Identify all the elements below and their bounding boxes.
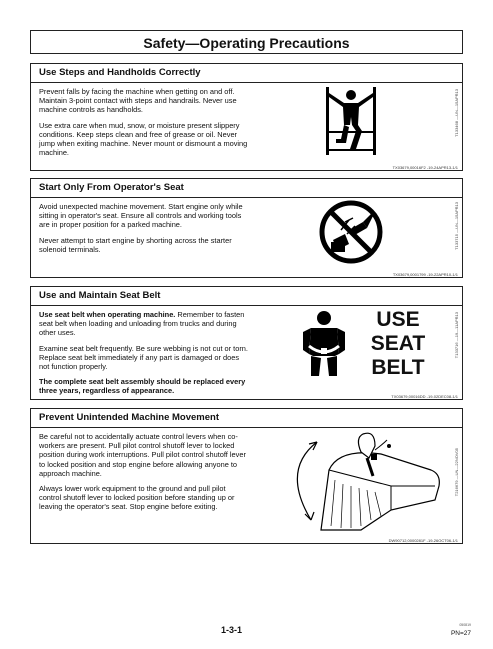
section-seat-belt: [30, 286, 463, 400]
section-heading: Start Only From Operator's Seat: [31, 179, 462, 198]
paragraph: Prevent falls by facing the machine when getting on and off. Maintain 3-point contact with steps and handrails. Never use machine controls as handholds.: [39, 87, 237, 115]
section-text: [39, 310, 249, 402]
page-title: Safety—Operating Precautions: [30, 30, 463, 54]
figure-code: T133716 —19—11APR13: [454, 312, 459, 359]
paragraph: Avoid unexpected machine movement. Start engine only while sitting in operator's seat. Ensure all controls and working tools are in proper position for a parked machine.: [39, 202, 243, 230]
section-heading: Prevent Unintended Machine Movement: [31, 409, 462, 428]
section-heading: Use Steps and Handholds Correctly: [31, 64, 462, 83]
section-start-from-seat: [30, 178, 463, 278]
figure-code: T133468 —UN—15APR13: [454, 89, 459, 137]
footer-pn: PN=27: [450, 630, 471, 637]
reference-code: TX03679,0001799 -19-22APR10-1/1: [392, 272, 458, 277]
section-unintended-movement: [30, 408, 463, 544]
reference-code: TX03679,00016F2 -19-24APR13-1/1: [392, 165, 458, 170]
figure-code: T133715 —UN—15APR13: [454, 202, 459, 250]
reference-code: DW90712,0000281F -19-26OCT06-1/1: [388, 538, 458, 543]
paragraph: Always lower work equipment to the ground and pull pilot control shutoff lever to locked position before standing up or leaving the operator's seat. Stop engine before exiting.: [39, 484, 235, 512]
paragraph-bold: Use seat belt when operating machine.: [39, 310, 176, 319]
paragraph: Use extra care when mud, snow, or moisture present slippery conditions. Keep steps clean and free of grease or oil. Never jump when exiting machine. Never mount or dismount a moving machine.: [39, 120, 248, 158]
footer-code: 050819: [459, 623, 471, 627]
sign-line: USE: [376, 308, 420, 331]
paragraph: Examine seat belt frequently. Be sure webbing is not cut or torn. Replace seat belt immediately if any part is damaged or does not function properly.: [39, 343, 248, 372]
paragraph: [39, 310, 249, 338]
section-text: [39, 432, 249, 518]
seat-belt-person-icon: [299, 310, 349, 382]
paragraph-rest: Remember to fasten seat belt when loading and unloading from trucks and during other uses.: [39, 310, 245, 338]
section-text: [39, 202, 249, 260]
sign-line: BELT: [371, 356, 425, 379]
figure-code: T216679 —UN—22NOV05: [454, 448, 459, 497]
no-shorting-solenoid-icon: [319, 200, 383, 264]
section-text: [39, 87, 249, 163]
section-steps-handholds: [30, 63, 463, 171]
paragraph-bold: The complete seat belt assembly should be replaced every three years, regardless of appearance.: [39, 377, 246, 396]
paragraph: Never attempt to start engine by shorting across the starter solenoid terminals.: [39, 235, 232, 254]
sign-line: SEAT: [370, 332, 426, 355]
paragraph: Be careful not to accidentally actuate control levers when co-workers are present. Pull pilot control shutoff lever to locked position during work interruptions. Pull pilot control shutoff lever to locked position and stop engine before allowing anyone to approach machine.: [39, 432, 246, 478]
use-seat-belt-sign: [363, 308, 433, 380]
page-number: 1-3-1: [221, 625, 243, 635]
section-heading: Use and Maintain Seat Belt: [31, 287, 462, 306]
reference-code: TX03679,00016DD -19-02DEC08-1/1: [391, 394, 458, 399]
person-on-steps-icon: [316, 85, 386, 157]
pilot-control-lever-icon: [271, 430, 446, 534]
